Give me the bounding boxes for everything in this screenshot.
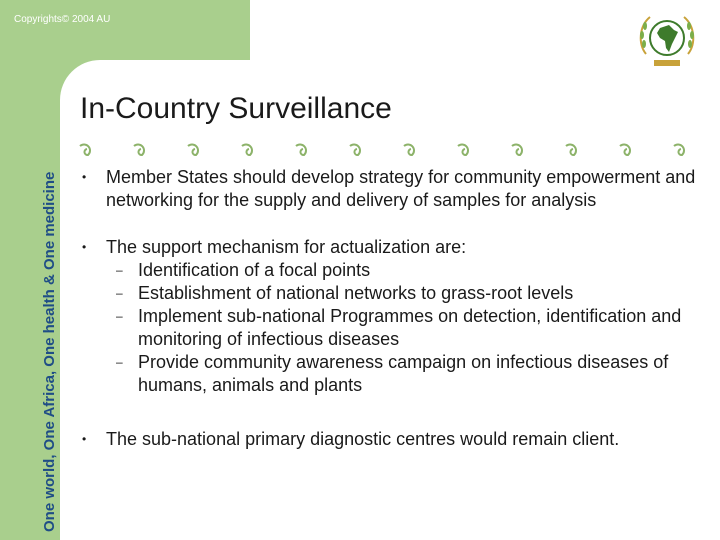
sub-bullet-marker: – (116, 286, 123, 300)
bullet-item (82, 166, 708, 212)
bullet-marker: • (82, 170, 87, 184)
swirl-ornament (188, 144, 198, 155)
swirl-ornament (242, 144, 252, 155)
slide-title: In-Country Surveillance (80, 92, 392, 125)
sub-bullet-text: Provide community awareness campaign on infectious diseases of humans, animals and plants (138, 352, 669, 395)
bullet-item (82, 428, 708, 451)
swirl-ornament (674, 144, 684, 155)
sub-bullet-text: Implement sub-national Programmes on detection, identification and monitoring of infectious diseases (138, 306, 682, 349)
swirl-ornament (458, 144, 468, 155)
swirl-ornament (296, 144, 306, 155)
bullet-text: The sub-national primary diagnostic centres would remain client. (106, 429, 620, 449)
sub-bullet-marker: – (116, 355, 123, 369)
sub-bullet-item (82, 282, 708, 305)
slide-content (82, 166, 708, 451)
copyright-text: Copyrights© 2004 AU (14, 14, 111, 25)
swirl-divider (66, 136, 706, 164)
swirl-ornament (404, 144, 414, 155)
swirl-ornament (512, 144, 522, 155)
sub-bullet-marker: – (116, 263, 123, 277)
sub-bullet-item (82, 305, 708, 351)
swirl-ornament (620, 144, 630, 155)
sub-bullet-item (82, 351, 708, 397)
sub-bullet-text: Establishment of national networks to grass-root levels (138, 283, 574, 303)
sub-bullet-item (82, 259, 708, 282)
bullet-marker: • (82, 240, 87, 254)
bullet-marker: • (82, 432, 87, 446)
swirl-ornament (134, 144, 144, 155)
swirl-ornament (566, 144, 576, 155)
sub-bullet-marker: – (116, 309, 123, 323)
sub-bullet-text: Identification of a focal points (138, 260, 371, 280)
swirl-ornament (350, 144, 360, 155)
bullet-text: The support mechanism for actualization are: (106, 237, 467, 257)
african-union-emblem-icon (636, 8, 698, 70)
sidebar-top-band (0, 0, 250, 60)
bullet-item (82, 236, 708, 259)
bullet-text: Member States should develop strategy for community empowerment and networking for the supply and delivery of samples for analysis (106, 167, 696, 210)
vertical-tagline: One world, One Africa, One health & One medicine (41, 171, 58, 532)
swirl-ornament (80, 144, 90, 155)
